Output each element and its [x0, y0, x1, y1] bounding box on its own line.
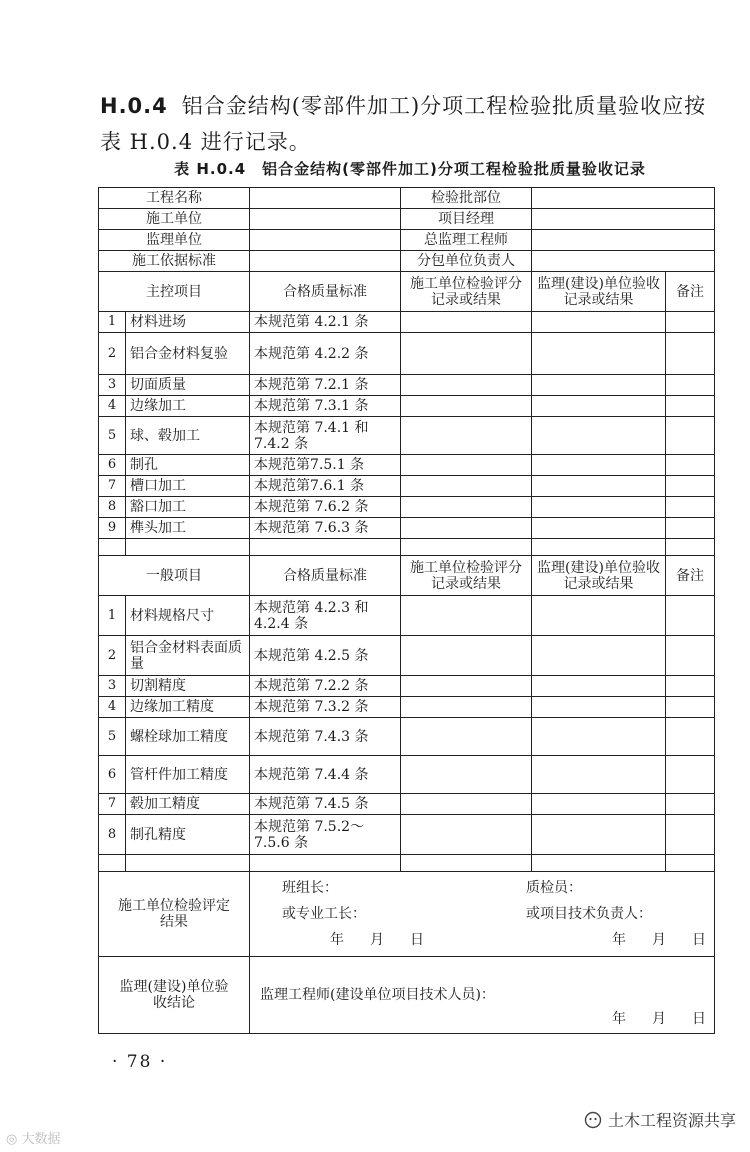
item-number: 2	[99, 333, 126, 375]
column-header-standard: 合格质量标准	[250, 556, 401, 596]
column-header-construction: 施工单位检验评分记录或结果	[401, 556, 532, 596]
table-row	[99, 417, 715, 455]
item-number: 7	[99, 794, 126, 815]
header-label: 施工单位	[99, 209, 250, 230]
item-name: 榫头加工	[126, 518, 250, 539]
item-name: 铝合金材料表面质量	[126, 636, 250, 676]
column-header-supervision: 监理(建设)单位验收记录或结果	[532, 272, 666, 312]
watermark-logo-icon: ◎	[6, 1132, 18, 1147]
header-row	[99, 188, 715, 209]
date-left: 年 月 日	[330, 932, 430, 948]
supervision-result-row	[99, 957, 715, 1034]
table-row	[99, 497, 715, 518]
supervision-engineer-label: 监理工程师(建设单位项目技术人员)：	[260, 987, 495, 1003]
item-name: 切割精度	[126, 676, 250, 697]
watermark-right-text: 土木工程资源共享	[607, 1111, 736, 1130]
inspection-record-table	[98, 187, 715, 1034]
page-number: · 78 ·	[112, 1052, 168, 1072]
watermark-left	[6, 1128, 61, 1147]
column-header-supervision: 监理(建设)单位验收记录或结果	[532, 556, 666, 596]
header-value	[532, 209, 715, 230]
item-name: 豁口加工	[126, 497, 250, 518]
item-name: 管杆件加工精度	[126, 756, 250, 794]
item-number: 3	[99, 676, 126, 697]
item-number: 5	[99, 718, 126, 756]
tech-lead-label: 或项目技术负责人：	[526, 906, 652, 922]
item-name: 制孔精度	[126, 815, 250, 855]
intro-paragraph	[100, 88, 720, 160]
item-number: 8	[99, 815, 126, 855]
intro-line-2: 表 H.0.4 进行记录。	[100, 130, 311, 154]
construction-result-label: 施工单位检验评定结果	[99, 872, 250, 957]
table-row	[99, 455, 715, 476]
column-header-remark: 备注	[666, 556, 715, 596]
item-standard: 本规范第 7.2.2 条	[250, 676, 401, 697]
item-standard: 本规范第 4.2.5 条	[250, 636, 401, 676]
header-label: 项目经理	[401, 209, 532, 230]
item-number: 6	[99, 455, 126, 476]
item-standard: 本规范第 7.3.2 条	[250, 697, 401, 718]
item-number: 6	[99, 756, 126, 794]
column-header-standard: 合格质量标准	[250, 272, 401, 312]
supervision-date: 年 月 日	[612, 1011, 712, 1027]
item-standard: 本规范第 7.5.2～7.5.6 条	[250, 815, 401, 855]
wechat-icon	[584, 1111, 602, 1129]
header-label: 工程名称	[99, 188, 250, 209]
header-value	[532, 251, 715, 272]
item-name: 边缘加工精度	[126, 697, 250, 718]
construction-result-row	[99, 872, 715, 957]
watermark-right	[584, 1108, 736, 1131]
foreman-label: 或专业工长：	[282, 906, 366, 922]
item-standard: 本规范第 7.2.1 条	[250, 375, 401, 396]
item-standard: 本规范第7.5.1 条	[250, 455, 401, 476]
item-name: 制孔	[126, 455, 250, 476]
item-name: 球、毂加工	[126, 417, 250, 455]
table-row	[99, 375, 715, 396]
header-label: 施工依据标准	[99, 251, 250, 272]
item-number: 9	[99, 518, 126, 539]
header-label: 总监理工程师	[401, 230, 532, 251]
header-row	[99, 230, 715, 251]
construction-signature-area	[250, 872, 715, 957]
table-row	[99, 756, 715, 794]
table-row	[99, 312, 715, 333]
item-number: 4	[99, 697, 126, 718]
item-name: 铝合金材料复验	[126, 333, 250, 375]
column-header-item: 一般项目	[99, 556, 250, 596]
item-name: 螺栓球加工精度	[126, 718, 250, 756]
header-label: 检验批部位	[401, 188, 532, 209]
watermark-left-text: 大数据	[21, 1132, 61, 1147]
table-row	[99, 718, 715, 756]
table-row	[99, 794, 715, 815]
item-number: 5	[99, 417, 126, 455]
column-header-construction: 施工单位检验评分记录或结果	[401, 272, 532, 312]
item-standard: 本规范第 7.3.1 条	[250, 396, 401, 417]
item-number: 8	[99, 497, 126, 518]
general-items-header-row	[99, 556, 715, 596]
column-header-remark: 备注	[666, 272, 715, 312]
item-standard: 本规范第 7.4.5 条	[250, 794, 401, 815]
table-row	[99, 596, 715, 636]
column-header-item: 主控项目	[99, 272, 250, 312]
header-label: 分包单位负责人	[401, 251, 532, 272]
table-row	[99, 815, 715, 855]
item-name: 槽口加工	[126, 476, 250, 497]
header-value	[250, 188, 401, 209]
header-value	[250, 230, 401, 251]
item-standard: 本规范第 7.4.4 条	[250, 756, 401, 794]
item-name: 材料规格尺寸	[126, 596, 250, 636]
item-number: 3	[99, 375, 126, 396]
header-value	[532, 230, 715, 251]
header-value	[250, 251, 401, 272]
table-row-empty	[99, 539, 715, 556]
table-row	[99, 697, 715, 718]
table-row	[99, 636, 715, 676]
item-number: 1	[99, 596, 126, 636]
item-number: 2	[99, 636, 126, 676]
supervision-signature-area	[250, 957, 715, 1034]
item-name: 切面质量	[126, 375, 250, 396]
header-value	[250, 209, 401, 230]
table-row	[99, 518, 715, 539]
item-standard: 本规范第 4.2.3 和 4.2.4 条	[250, 596, 401, 636]
table-row	[99, 396, 715, 417]
header-row	[99, 209, 715, 230]
intro-line-1: 铝合金结构(零部件加工)分项工程检验批质量验收应按	[181, 94, 707, 118]
table-row-empty	[99, 855, 715, 872]
date-right: 年 月 日	[612, 932, 712, 948]
main-items-header-row	[99, 272, 715, 312]
item-name: 材料进场	[126, 312, 250, 333]
item-number: 7	[99, 476, 126, 497]
header-row	[99, 251, 715, 272]
item-number: 1	[99, 312, 126, 333]
item-standard: 本规范第 4.2.1 条	[250, 312, 401, 333]
item-standard: 本规范第 7.4.1 和 7.4.2 条	[250, 417, 401, 455]
inspector-label: 质检员：	[526, 880, 582, 896]
table-row	[99, 676, 715, 697]
table-caption: 表 H.0.4 铝合金结构(零部件加工)分项工程检验批质量验收记录	[174, 160, 646, 178]
item-standard: 本规范第 7.6.3 条	[250, 518, 401, 539]
header-label: 监理单位	[99, 230, 250, 251]
supervision-result-label: 监理(建设)单位验收结论	[99, 957, 250, 1034]
header-value	[532, 188, 715, 209]
item-standard: 本规范第 4.2.2 条	[250, 333, 401, 375]
team-leader-label: 班组长：	[282, 880, 338, 896]
item-standard: 本规范第7.6.1 条	[250, 476, 401, 497]
clause-code: H.0.4	[100, 94, 168, 118]
item-standard: 本规范第 7.6.2 条	[250, 497, 401, 518]
item-name: 毂加工精度	[126, 794, 250, 815]
table-row	[99, 476, 715, 497]
item-standard: 本规范第 7.4.3 条	[250, 718, 401, 756]
item-name: 边缘加工	[126, 396, 250, 417]
table-row	[99, 333, 715, 375]
item-number: 4	[99, 396, 126, 417]
